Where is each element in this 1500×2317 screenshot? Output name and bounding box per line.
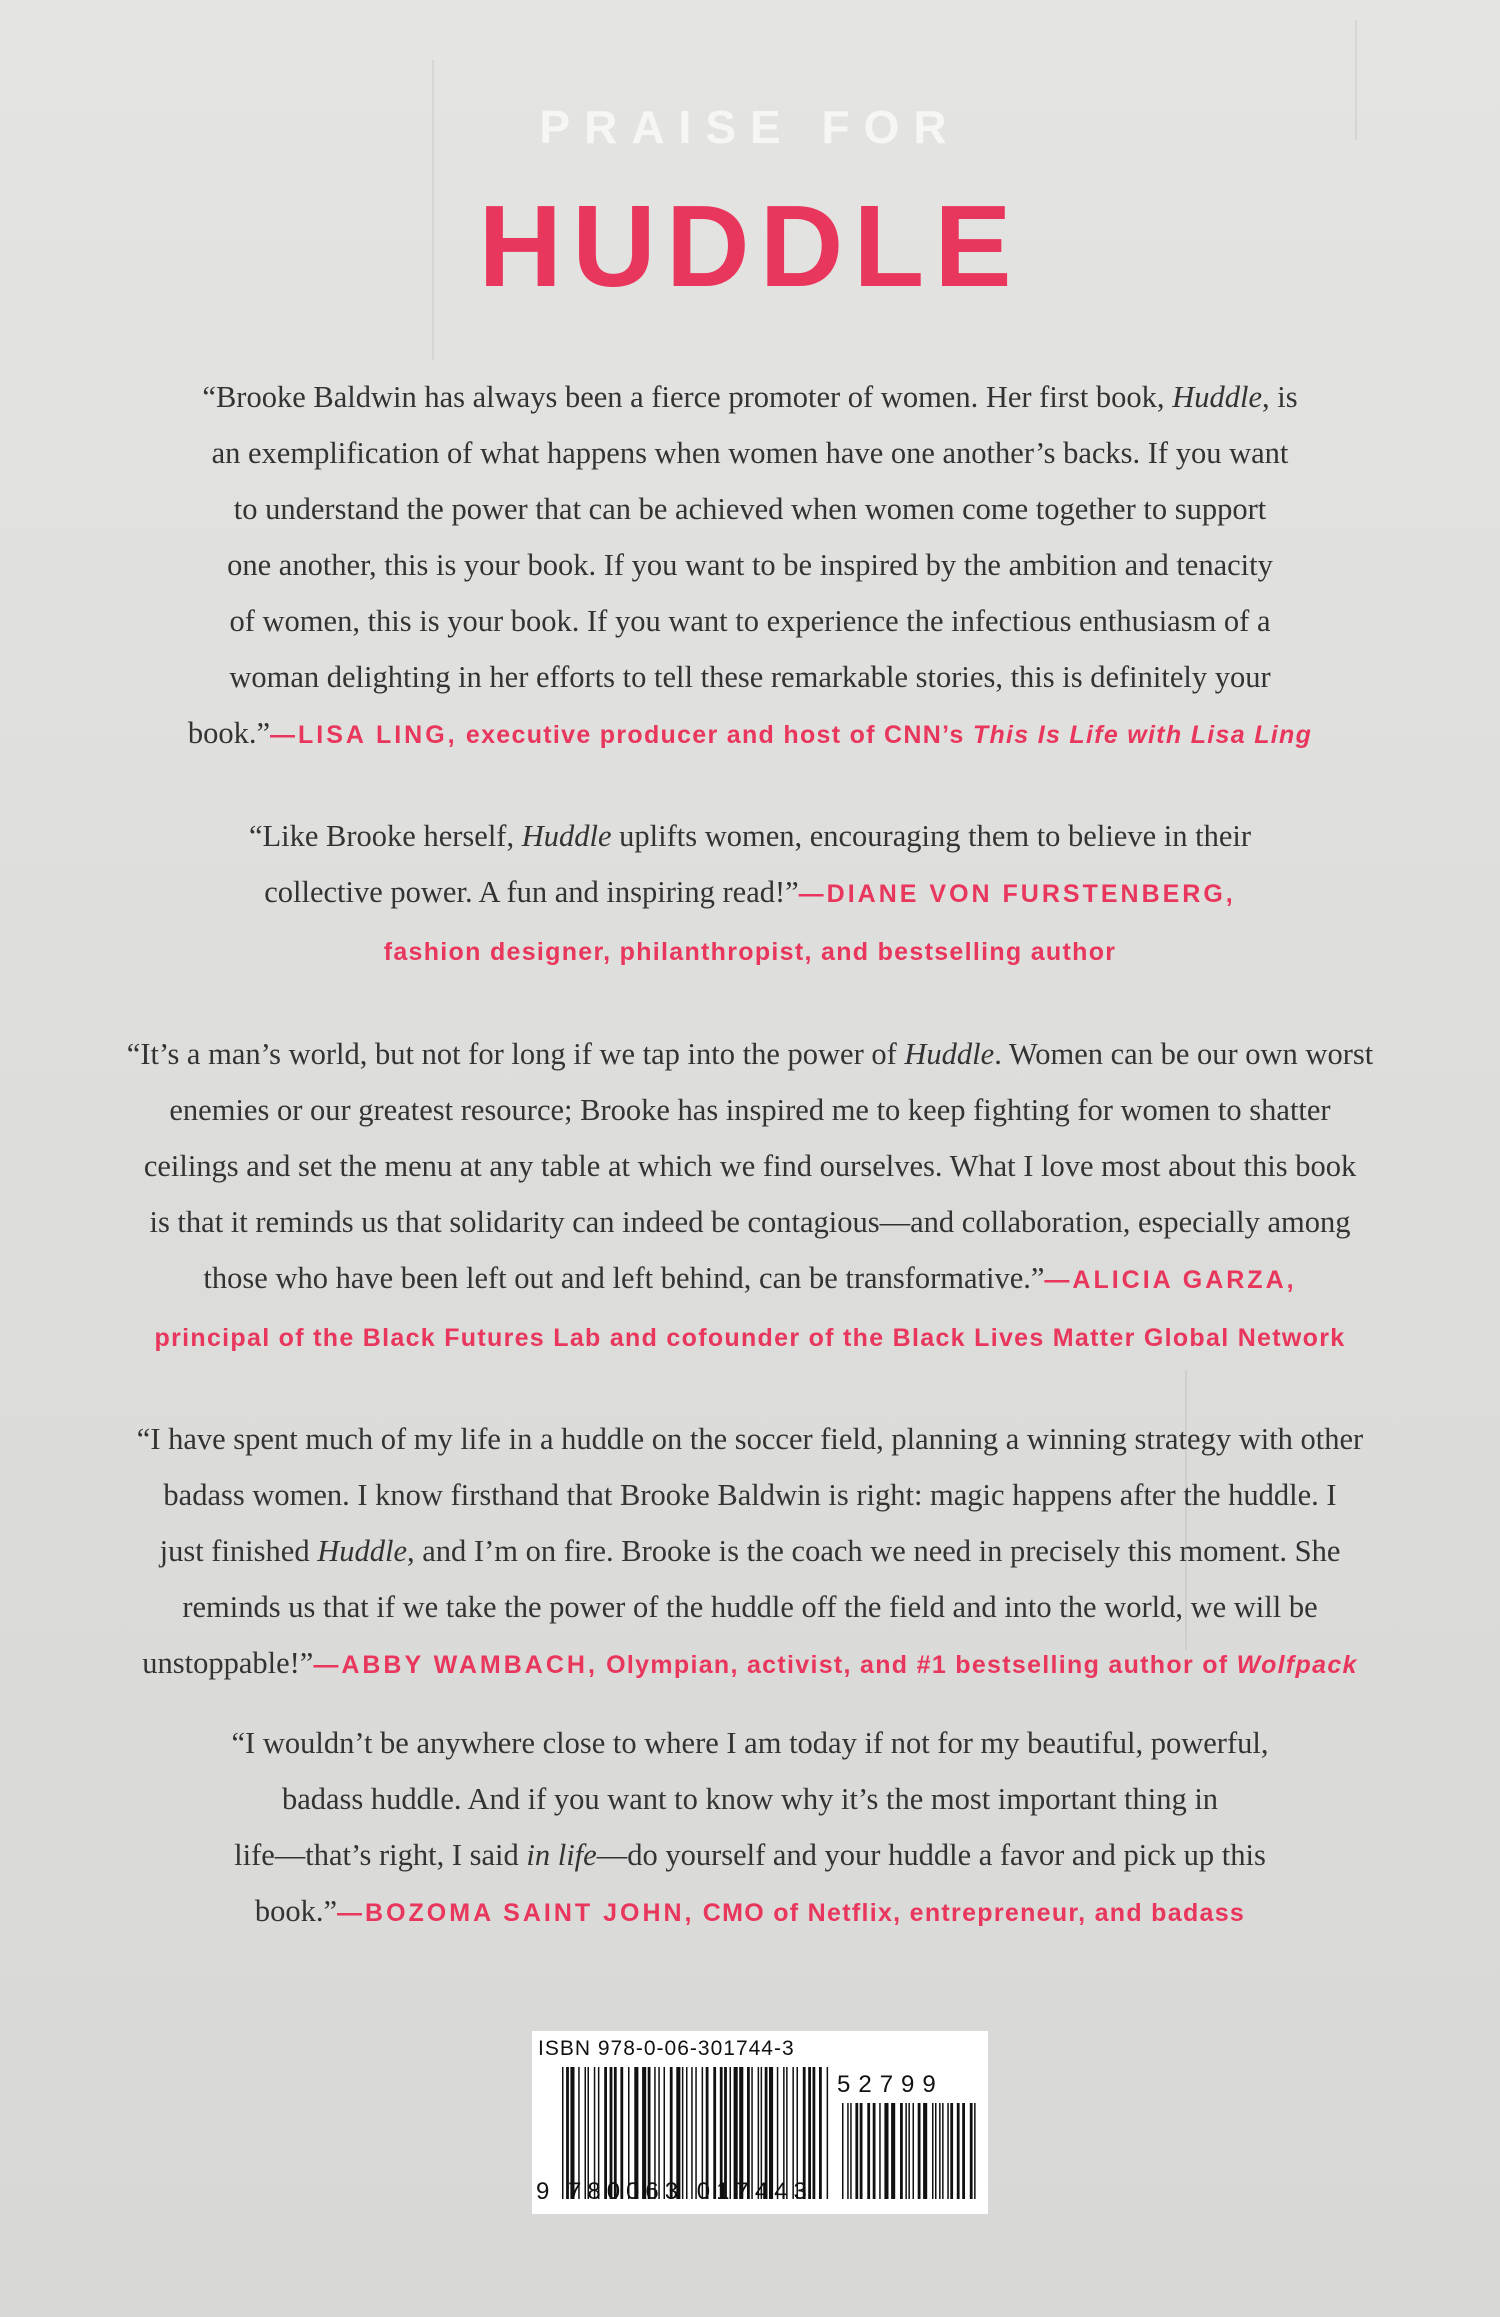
quote-attribution — [313, 1651, 1357, 1679]
quote-text: . Women can be our own worst — [994, 1037, 1374, 1071]
price-code: 52799 — [837, 2071, 944, 2098]
attribution-book-title: Wolfpack — [1236, 1651, 1358, 1679]
quote-attribution — [270, 721, 1312, 749]
barcode-bar — [947, 2103, 949, 2199]
barcode-bar — [957, 2103, 960, 2199]
barcode-bar — [873, 2103, 876, 2199]
attribution-name: —LISA LING, — [269, 721, 458, 749]
barcode-bar — [850, 2103, 852, 2199]
quote-book-title: Huddle — [521, 819, 612, 853]
blurb-lisa-ling — [40, 369, 1460, 763]
quote-text: “Brooke Baldwin has always been a fierce promoter of women. Her first book, — [202, 380, 1173, 414]
barcode-bar — [939, 2103, 941, 2199]
ean-digits: 9 780063 017443 — [536, 2178, 813, 2205]
quote-text: an exemplification of what happens when women have one another’s backs. If you want — [211, 436, 1289, 470]
barcode-bar — [867, 2103, 870, 2199]
isbn-barcode-label — [532, 2031, 988, 2214]
quote-book-title: Huddle — [1172, 380, 1262, 414]
quote-text: “Like Brooke herself, — [249, 819, 522, 853]
quote-text: unstoppable!” — [142, 1646, 314, 1680]
barcode-bar — [974, 2103, 976, 2199]
book-title: HUDDLE — [478, 181, 1022, 311]
barcode-bar — [855, 2103, 858, 2199]
blurb-bozoma-saint-john — [40, 1715, 1460, 1941]
quote-text: life—that’s right, I said — [234, 1838, 527, 1872]
barcode-bar — [891, 2103, 895, 2199]
attribution-role: executive producer and host of CNN’s — [465, 721, 973, 749]
attribution-show-title: This Is Life with Lisa Ling — [972, 721, 1313, 749]
barcode-bar — [923, 2103, 927, 2199]
quote-text: woman delighting in her efforts to tell these remarkable stories, this is definitely your — [229, 660, 1271, 694]
attribution-role: principal of the Black Futures Lab and cofounder of the Black Lives Matter Global Network — [154, 1324, 1346, 1352]
quote-text: , and I’m on fire. Brooke is the coach we need in precisely this moment. She — [407, 1534, 1341, 1568]
barcode-bar — [935, 2103, 937, 2199]
attribution-role: CMO of Netflix, entrepreneur, and badass — [694, 1899, 1246, 1927]
quote-book-title: Huddle — [904, 1037, 995, 1071]
quote-text: book.” — [187, 716, 270, 750]
quote-text: to understand the power that can be achieved when women come together to support — [233, 492, 1267, 526]
quote-text: one another, this is your book. If you want to be inspired by the ambition and tenacity — [227, 548, 1273, 582]
quote-text: is that it reminds us that solidarity can indeed be contagious—and collaboration, especially among — [149, 1205, 1351, 1239]
quote-text: “I have spent much of my life in a huddle on the soccer field, planning a winning strategy with other — [136, 1422, 1364, 1456]
quote-text: “It’s a man’s world, but not for long if we tap into the power of — [126, 1037, 905, 1071]
barcode-bar — [950, 2103, 953, 2199]
praise-for-heading: PRAISE FOR — [539, 101, 961, 153]
attribution-name: —ALICIA GARZA, — [1044, 1266, 1297, 1294]
barcode-bar — [842, 2103, 844, 2199]
barcode-bar — [970, 2103, 973, 2199]
barcode-bar — [879, 2103, 881, 2199]
barcode-bar — [932, 2103, 934, 2199]
quote-text: badass women. I know firsthand that Brooke Baldwin is right: magic happens after the huddle. I — [163, 1478, 1337, 1512]
isbn-number: ISBN 978-0-06-301744-3 — [538, 2037, 795, 2060]
blurb-abby-wambach — [40, 1411, 1460, 1693]
quote-text: enemies or our greatest resource; Brooke has inspired me to keep fighting for women to shatter — [169, 1093, 1331, 1127]
attribution-name: —DIANE VON FURSTENBERG, — [798, 880, 1236, 908]
blurb-diane-von-furstenberg — [40, 808, 1460, 980]
quote-text: —do yourself and your huddle a favor and pick up this — [596, 1838, 1266, 1872]
barcode-bar — [942, 2103, 944, 2199]
quote-text: , is — [1261, 380, 1298, 414]
quote-text: just finished — [159, 1534, 318, 1568]
attribution-role: fashion designer, philanthropist, and bestselling author — [383, 938, 1117, 966]
quote-text: “I wouldn’t be anywhere close to where I am today if not for my beautiful, powerful, — [231, 1726, 1269, 1760]
quote-text: uplifts women, encouraging them to believe in their — [611, 819, 1251, 853]
barcode-bar — [860, 2103, 863, 2199]
barcode-bar — [905, 2103, 907, 2199]
quote-text: those who have been left out and left behind, can be transformative.” — [203, 1261, 1045, 1295]
barcode-bar — [962, 2103, 965, 2199]
quote-text: badass huddle. And if you want to know why it’s the most important thing in — [281, 1782, 1219, 1816]
quote-text: reminds us that if we take the power of the huddle off the field and into the world, we will be — [182, 1590, 1318, 1624]
attribution-name: —ABBY WAMBACH, — [313, 1651, 598, 1679]
quote-book-title: Huddle — [317, 1534, 407, 1568]
barcode-bar — [908, 2103, 910, 2199]
quote-text: of women, this is your book. If you want to experience the infectious enthusiasm of a — [229, 604, 1271, 638]
quote-text: collective power. A fun and inspiring read!” — [264, 875, 799, 909]
barcode-bar — [847, 2103, 849, 2199]
quote-attribution — [337, 1899, 1245, 1927]
quote-text: book.” — [254, 1894, 338, 1928]
blurb-alicia-garza — [40, 1026, 1460, 1366]
barcode-bar — [913, 2103, 915, 2199]
barcode-bar — [900, 2103, 903, 2199]
quote-text: ceilings and set the menu at any table at which we find ourselves. What I love most about this book — [143, 1149, 1357, 1183]
attribution-name: —BOZOMA SAINT JOHN, — [337, 1899, 695, 1927]
barcode-bar — [918, 2103, 921, 2199]
quote-emphasis: in life — [526, 1838, 597, 1872]
barcode-bar — [884, 2103, 888, 2199]
attribution-role: Olympian, activist, and #1 bestselling author of — [597, 1651, 1237, 1679]
